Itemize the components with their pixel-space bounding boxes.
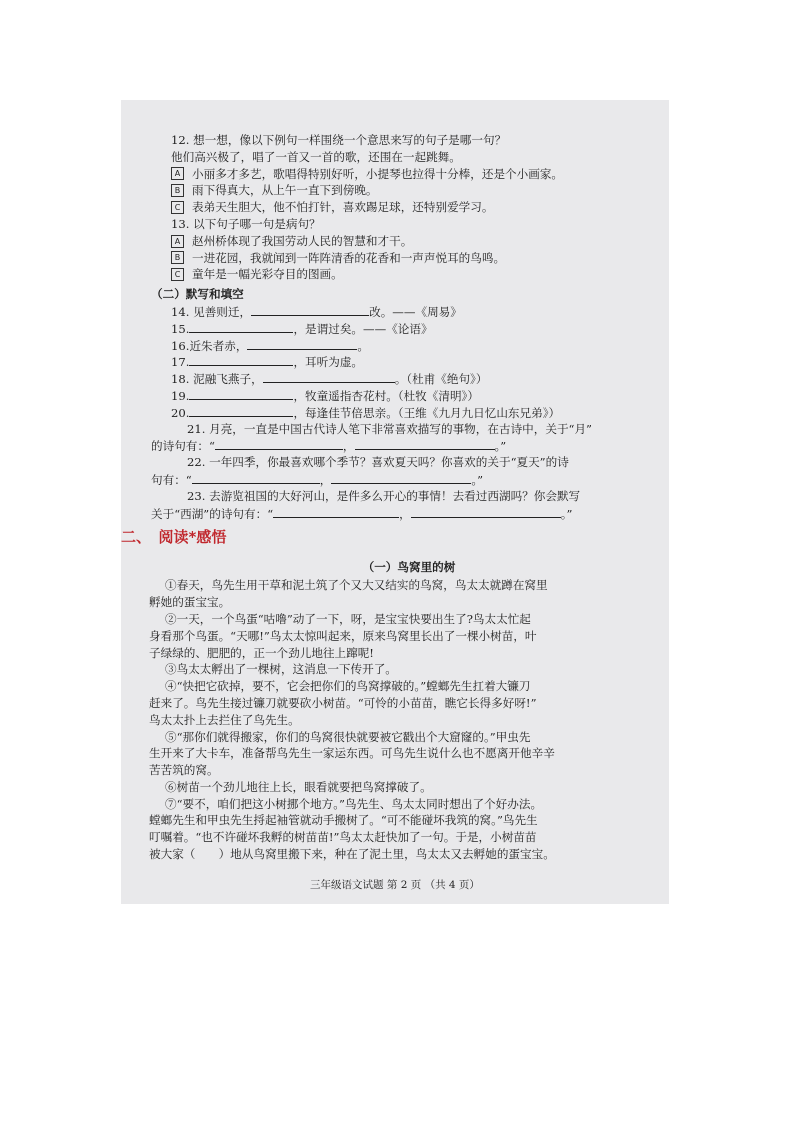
option-letter-box: A — [171, 235, 184, 248]
story-paragraph-line: 苦苦筑的窝。 — [149, 763, 219, 778]
question-text: 。” — [471, 472, 484, 487]
answer-blank[interactable] — [189, 353, 293, 366]
story-paragraph-line: ①春天，鸟先生用干草和泥土筑了个又大又结实的鸟窝，鸟太太就蹲在窝里 — [165, 578, 548, 593]
story-body — [149, 577, 647, 863]
question-22-line-2 — [151, 471, 647, 488]
story-paragraph-line: 螳螂先生和甲虫先生捋起袖管就动手搬树了。“可不能碰坏我筑的窝。”鸟先生 — [149, 813, 538, 828]
question-text: 14. 见善则迁， — [171, 304, 252, 319]
question-text: ， — [319, 472, 332, 487]
answer-blank[interactable] — [411, 505, 561, 518]
question-13-option-c[interactable] — [171, 266, 647, 283]
question-21-line-1: 21. 月亮，一直是中国古代诗人笔下非常喜欢描写的事物，在古诗中，关于“月” — [187, 421, 592, 436]
question-15 — [171, 320, 647, 337]
exam-page — [121, 100, 669, 904]
question-text: 16.近朱者赤， — [171, 338, 248, 353]
question-19 — [171, 387, 647, 404]
question-13-stem: 13. 以下句子哪一句是病句？ — [171, 216, 321, 231]
option-letter-box: C — [171, 201, 184, 214]
question-text: 关于“西湖”的诗句有：“ — [151, 506, 274, 521]
answer-blank[interactable] — [331, 471, 471, 484]
question-14 — [171, 303, 647, 320]
question-23-line-1: 23. 去游览祖国的大好河山，是件多么开心的事情！去看过西湖吗？你会默写 — [187, 488, 581, 503]
story-paragraph-line: 被大家（ ）地从鸟窝里搬下来，种在了泥土里，鸟太太又去孵她的蛋宝宝。 — [149, 847, 555, 862]
question-text: ，牧童遥指杏花村。（杜牧《清明》） — [293, 388, 479, 403]
story-paragraph-line: 鸟太太扑上去拦住了鸟先生。 — [149, 712, 300, 727]
question-text: 19. — [171, 388, 190, 403]
answer-blank[interactable] — [273, 505, 399, 518]
question-text: ， — [342, 439, 355, 454]
question-text: ，是谓过矣。——《论语》 — [293, 321, 433, 336]
question-22-line-1: 22. 一年四季，你最喜欢哪个季节？喜欢夏天吗？你喜欢的关于“夏天”的诗 — [187, 455, 569, 470]
question-12-example: 他们高兴极了，唱了一首又一首的歌，还围在一起跳舞。 — [171, 149, 461, 164]
option-text: 雨下得真大，从上午一直下到傍晚。 — [192, 183, 378, 198]
answer-blank[interactable] — [355, 437, 495, 450]
option-letter-box: A — [171, 167, 184, 180]
option-letter-box: C — [171, 268, 184, 281]
question-20 — [171, 404, 647, 421]
question-text: ， — [399, 506, 411, 521]
option-text: 童年是一幅光彩夺目的图画。 — [192, 267, 343, 282]
section-reading-title: 二、 阅读*感悟 — [121, 528, 227, 547]
question-12-option-a[interactable] — [171, 166, 647, 183]
option-text: 赵州桥体现了我国劳动人民的智慧和才干。 — [192, 233, 413, 248]
option-letter-box: B — [171, 251, 184, 264]
answer-blank[interactable] — [189, 387, 293, 400]
question-18 — [171, 370, 647, 387]
question-text: ，每逢佳节倍思亲。（王维《九月九日忆山东兄弟》） — [293, 405, 561, 420]
question-text: ，耳听为虚。 — [293, 355, 364, 370]
story-paragraph-line: 生开来了大卡车，准备帮鸟先生一家运东西。可鸟先生说什么也不愿离开他辛辛 — [149, 746, 555, 761]
option-text: 表弟天生胆大，他不怕打针，喜欢踢足球，还特别爱学习。 — [192, 200, 494, 215]
story-paragraph-line: 孵她的蛋宝宝。 — [149, 595, 231, 610]
question-text: 。 — [357, 338, 370, 353]
story-title: （一）鸟窝里的树 — [362, 560, 456, 575]
answer-blank[interactable] — [263, 370, 395, 383]
story-paragraph-line: ②一天，一个鸟蛋“咕噜”动了一下，呀，是宝宝快要出生了?鸟太太忙起 — [165, 611, 531, 626]
story-paragraph-line: ⑤“那你们就得搬家，你们的鸟窝很快就要被它戳出个大窟窿的。”甲虫先 — [165, 729, 531, 744]
answer-blank[interactable] — [189, 320, 293, 333]
answer-blank[interactable] — [215, 437, 343, 450]
question-12-stem: 12. 想一想，像以下例句一样围绕一个意思来写的句子是哪一句？ — [171, 133, 507, 147]
option-text: 小丽多才多艺，歌唱得特别好听，小提琴也拉得十分棒，还是个小画家。 — [192, 166, 564, 181]
question-13-option-b[interactable] — [171, 250, 647, 267]
answer-blank[interactable] — [247, 337, 357, 350]
story-paragraph-line: ③鸟太太孵出了一棵树，这消息一下传开了。 — [165, 662, 397, 677]
question-12-option-b[interactable] — [171, 182, 647, 199]
question-text: 17. — [171, 355, 190, 370]
story-paragraph-line: 叮嘱着。“也不许碰坏我孵的树苗苗!”鸟太太赶快加了一句。于是，小树苗苗 — [149, 830, 537, 845]
story-paragraph-line: 子绿绿的、肥肥的，正一个劲儿地往上蹿呢! — [149, 645, 374, 660]
story-paragraph-line: ④“快把它砍掉，要不，它会把你们的鸟窝撑破的。”螳螂先生扛着大镰刀 — [165, 679, 531, 694]
question-text: 15. — [171, 321, 190, 336]
option-letter-box: B — [171, 184, 184, 197]
page-footer: 三年级语文试题 第 2 页 （共 4 页） — [310, 879, 480, 892]
question-text: 的诗句有：“ — [151, 439, 215, 454]
answer-blank[interactable] — [251, 303, 369, 316]
question-23-line-2 — [151, 505, 647, 522]
question-text: 。（杜甫《绝句》） — [394, 372, 488, 387]
question-17 — [171, 353, 647, 370]
question-text: 。” — [494, 439, 507, 454]
story-paragraph-line: ⑥树苗一个劲儿地往上长，眼看就要把鸟窝撑破了。 — [165, 779, 432, 794]
question-12-option-c[interactable] — [171, 199, 647, 216]
question-text: 20. — [171, 405, 190, 420]
question-text: 句有：“ — [151, 472, 192, 487]
answer-blank[interactable] — [192, 471, 320, 484]
question-text: 改。——《周易》 — [369, 304, 462, 319]
question-21-line-2 — [151, 437, 647, 454]
story-paragraph-line: 赶来了。鸟先生接过镰刀就要砍小树苗。“可怜的小苗苗，瞧它长得多好呀!” — [149, 695, 537, 710]
question-text: 18. 泥融飞燕子， — [171, 372, 263, 387]
option-text: 一进花园，我就闻到一阵阵清香的花香和一声声悦耳的鸟鸣。 — [192, 250, 506, 265]
question-13-option-a[interactable] — [171, 233, 647, 250]
question-16 — [171, 337, 647, 354]
section-dictation-title: （二）默写和填空 — [151, 287, 244, 302]
story-paragraph-line: 身看那个鸟蛋。“天哪!”鸟太太惊叫起来，原来鸟窝里长出了一棵小树苗，叶 — [149, 628, 537, 643]
story-paragraph-line: ⑦“要不，咱们把这小树挪个地方。”鸟先生、鸟太太同时想出了个好办法。 — [165, 796, 543, 811]
answer-blank[interactable] — [189, 404, 293, 417]
question-text: 。” — [560, 506, 573, 521]
